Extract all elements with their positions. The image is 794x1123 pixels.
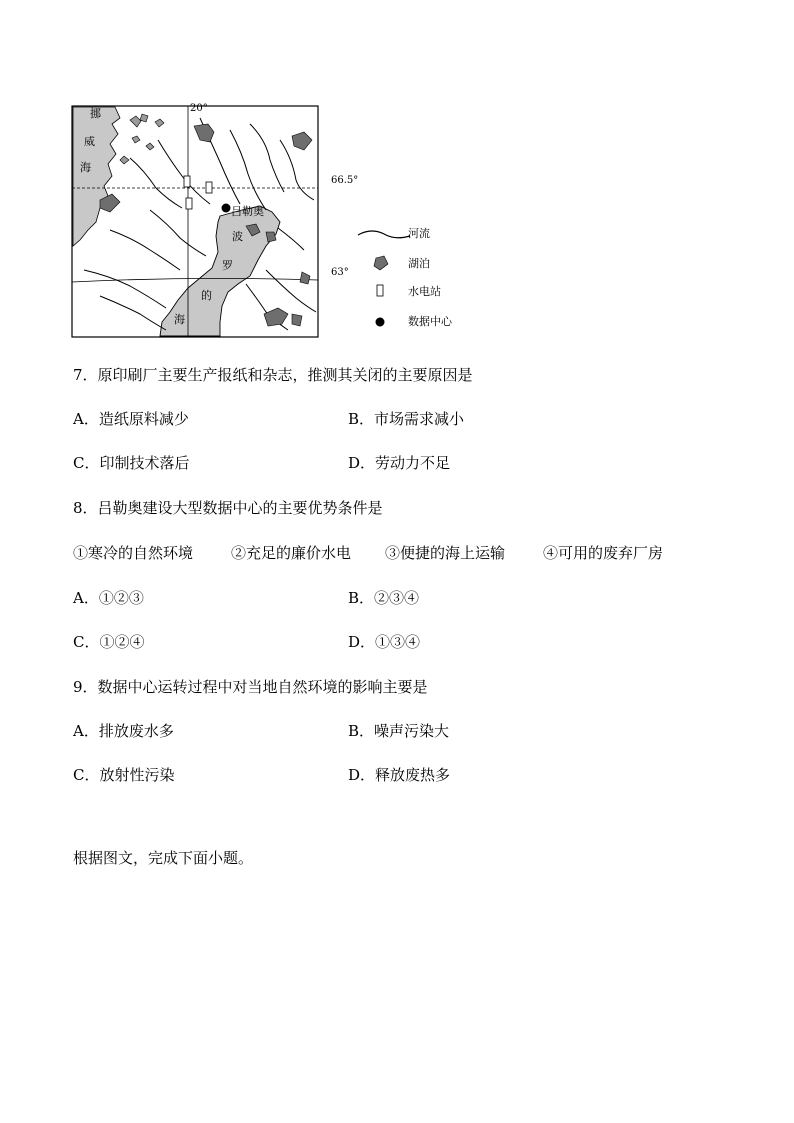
q8-item-2: ②充足的廉价水电 <box>231 544 352 562</box>
map-drawing <box>70 100 470 340</box>
data-center-marker <box>222 204 231 213</box>
arctic-circle-label: 66.5° <box>331 175 359 186</box>
q9-option-d: D．释放废热多 <box>348 766 451 784</box>
legend-datacenter-symbol <box>376 318 385 327</box>
q7-option-b: B．市场需求减小 <box>348 410 465 428</box>
q8-stem: 8．吕勒奥建设大型数据中心的主要优势条件是 <box>73 499 383 517</box>
q9-stem: 9．数据中心运转过程中对当地自然环境的影响主要是 <box>73 678 428 696</box>
q8-item-3: ③便捷的海上运输 <box>385 544 506 562</box>
parallel-63 <box>72 278 318 282</box>
q7-stem: 7．原印刷厂主要生产报纸和杂志，推测其关闭的主要原因是 <box>73 366 473 384</box>
parallel-63-label: 63° <box>331 267 349 278</box>
q8-option-b: B．②③④ <box>348 589 420 607</box>
q8-item-4: ④可用的废弃厂房 <box>543 544 664 562</box>
q8-item-1: ①寒冷的自然环境 <box>73 544 194 562</box>
q7-option-a: A．造纸原料减少 <box>73 410 189 428</box>
meridian-label: 20° <box>190 103 208 114</box>
q7-option-d: D．劳动力不足 <box>348 454 451 472</box>
legend-hydro-symbol <box>377 285 383 296</box>
bay-label-char-3: 的 <box>201 289 212 302</box>
legend-lake-symbol <box>374 256 388 270</box>
legend-datacenter-label: 数据中心 <box>408 315 452 328</box>
q9-option-c: C．放射性污染 <box>73 766 175 784</box>
norwegian-sea <box>73 107 120 246</box>
legend-river-label: 河流 <box>408 227 430 240</box>
q7-option-c: C．印制技术落后 <box>73 454 190 472</box>
q9-option-a: A．排放废水多 <box>73 722 174 740</box>
legend-river-symbol <box>358 231 410 238</box>
q8-option-d: D．①③④ <box>348 633 421 651</box>
bay-label-char-4: 海 <box>174 313 185 326</box>
q8-option-a: A．①②③ <box>73 589 144 607</box>
bay-label-char-2: 罗 <box>222 259 233 272</box>
q8-option-c: C．①②④ <box>73 633 145 651</box>
bay-label-char-1: 波 <box>232 230 243 243</box>
next-section-intro: 根据图文，完成下面小题。 <box>73 849 254 867</box>
sea-label-char-2: 威 <box>84 135 95 148</box>
q9-option-b: B．噪声污染大 <box>348 722 450 740</box>
sea-label-char-1: 挪 <box>90 107 101 120</box>
town-label: 吕勒奥 <box>231 205 264 218</box>
map-figure <box>70 100 470 340</box>
legend-hydro-label: 水电站 <box>408 285 441 298</box>
legend-lake-label: 湖泊 <box>408 257 430 270</box>
sea-label-char-3: 海 <box>80 161 91 174</box>
